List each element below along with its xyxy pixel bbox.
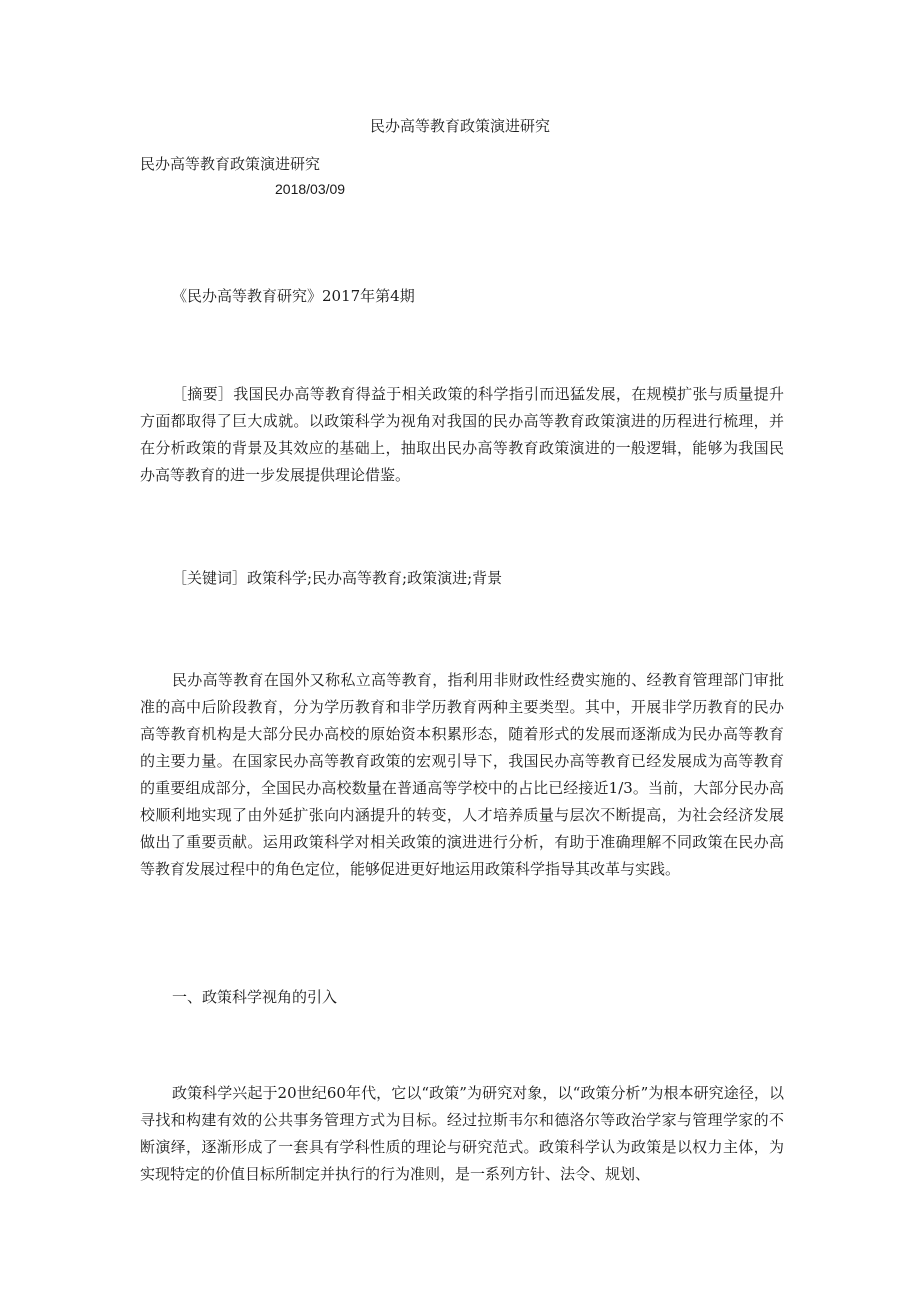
- section-heading: 一、政策科学视角的引入: [172, 988, 338, 1006]
- policy-science-paragraph: 政策科学兴起于20世纪60年代，它以“政策”为研究对象，以“政策分析”为根本研究途径，以寻找和构建有效的公共事务管理方式为目标。经过拉斯韦尔和德洛尔等政治学家与管理学家的不断演绎，逐渐形成了一套具有学科性质的理论与研究范式。政策科学认为政策是以权力主体，为实现特定的价值目标所制定并执行的行为准则，是一系列方针、法令、规划、: [140, 1084, 784, 1183]
- keywords-paragraph: ［关键词］政策科学;民办高等教育;政策演进;背景: [172, 569, 503, 587]
- document-title: 民办高等教育政策演进研究: [369, 117, 550, 135]
- intro-paragraph: 民办高等教育在国外又称私立高等教育，指利用非财政性经费实施的、经教育管理部门审批准的高中后阶段教育，分为学历教育和非学历教育两种主要类型。其中，开展非学历教育的民办高等教育机构是大部分民办高校的原始资本积累形态，随着形式的发展而逐渐成为民办高等教育的主要力量。在国家民办高等教育政策的宏观引导下，我国民办高等教育已经发展成为高等教育的重要组成部分，全国民办高校数量在普通高等学校中的占比已经接近1/3。当前，大部分民办高校顺利地实现了由外延扩张向内涵提升的转变，人才培养质量与层次不断提高，为社会经济发展做出了重要贡献。运用政策科学对相关政策的演进进行分析，有助于准确理解不同政策在民办高等教育发展过程中的角色定位，能够促进更好地运用政策科学指导其改革与实践。: [140, 671, 784, 878]
- journal-source: 《民办高等教育研究》2017年第4期: [172, 287, 415, 305]
- abstract-paragraph: ［摘要］我国民办高等教育得益于相关政策的科学指引而迅猛发展，在规模扩张与质量提升方面都取得了巨大成就。以政策科学为视角对我国的民办高等教育政策演进的历程进行梳理，并在分析政策的背景及其效应的基础上，抽取出民办高等教育政策演进的一般逻辑，能够为我国民办高等教育的进一步发展提供理论借鉴。: [140, 385, 784, 484]
- publish-date: 2018/03/09: [275, 181, 346, 197]
- article-title: 民办高等教育政策演进研究: [140, 155, 321, 173]
